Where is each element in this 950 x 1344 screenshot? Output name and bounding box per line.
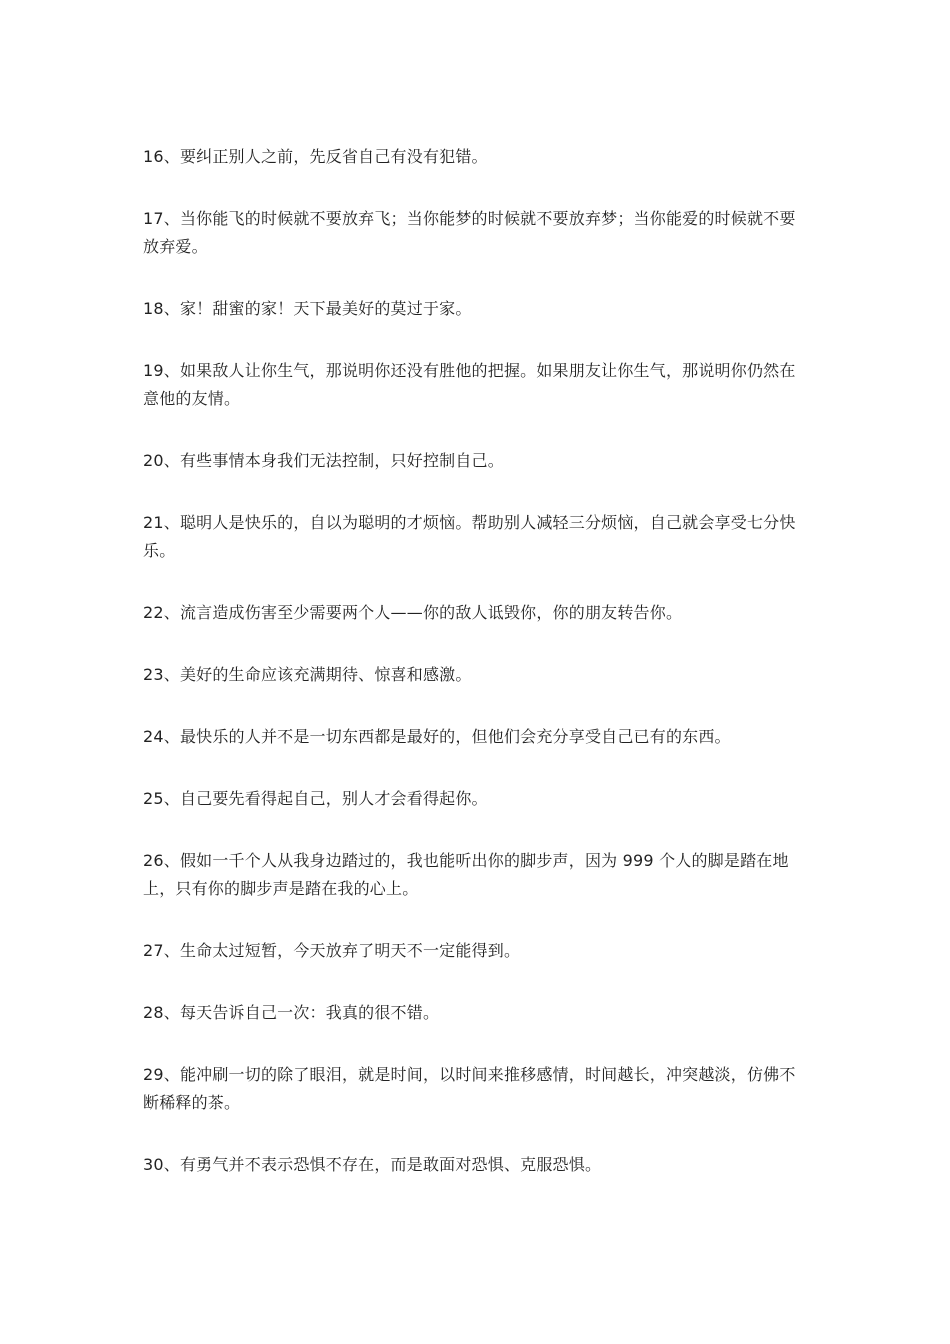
quote-16: 16、要纠正别人之前，先反省自己有没有犯错。 — [143, 147, 488, 166]
quote-29: 29、能冲刷一切的除了眼泪，就是时间，以时间来推移感情，时间越长，冲突越淡，仿佛不断稀释的茶。 — [143, 1065, 796, 1112]
quote-22: 22、流言造成伤害至少需要两个人——你的敌人诋毁你，你的朋友转告你。 — [143, 603, 683, 622]
quote-21: 21、聪明人是快乐的，自以为聪明的才烦恼。帮助别人减轻三分烦恼，自己就会享受七分快乐。 — [143, 513, 796, 560]
quote-27: 27、生命太过短暂，今天放弃了明天不一定能得到。 — [143, 941, 521, 960]
quote-28: 28、每天告诉自己一次：我真的很不错。 — [143, 1003, 440, 1022]
quote-list — [143, 143, 809, 1213]
quote-17: 17、当你能飞的时候就不要放弃飞；当你能梦的时候就不要放弃梦；当你能爱的时候就不要放弃爱。 — [143, 209, 796, 256]
quote-19: 19、如果敌人让你生气，那说明你还没有胜他的把握。如果朋友让你生气，那说明你仍然在意他的友情。 — [143, 361, 796, 408]
quote-25: 25、自己要先看得起自己，别人才会看得起你。 — [143, 789, 488, 808]
quote-23: 23、美好的生命应该充满期待、惊喜和感激。 — [143, 665, 472, 684]
quote-20: 20、有些事情本身我们无法控制，只好控制自己。 — [143, 451, 504, 470]
quote-26: 26、假如一千个人从我身边踏过的，我也能听出你的脚步声，因为 999 个人的脚是踏在地上，只有你的脚步声是踏在我的心上。 — [143, 851, 789, 898]
quote-30: 30、有勇气并不表示恐惧不存在，而是敢面对恐惧、克服恐惧。 — [143, 1155, 602, 1174]
quote-24: 24、最快乐的人并不是一切东西都是最好的，但他们会充分享受自己已有的东西。 — [143, 727, 731, 746]
quote-18: 18、家！甜蜜的家！天下最美好的莫过于家。 — [143, 299, 472, 318]
